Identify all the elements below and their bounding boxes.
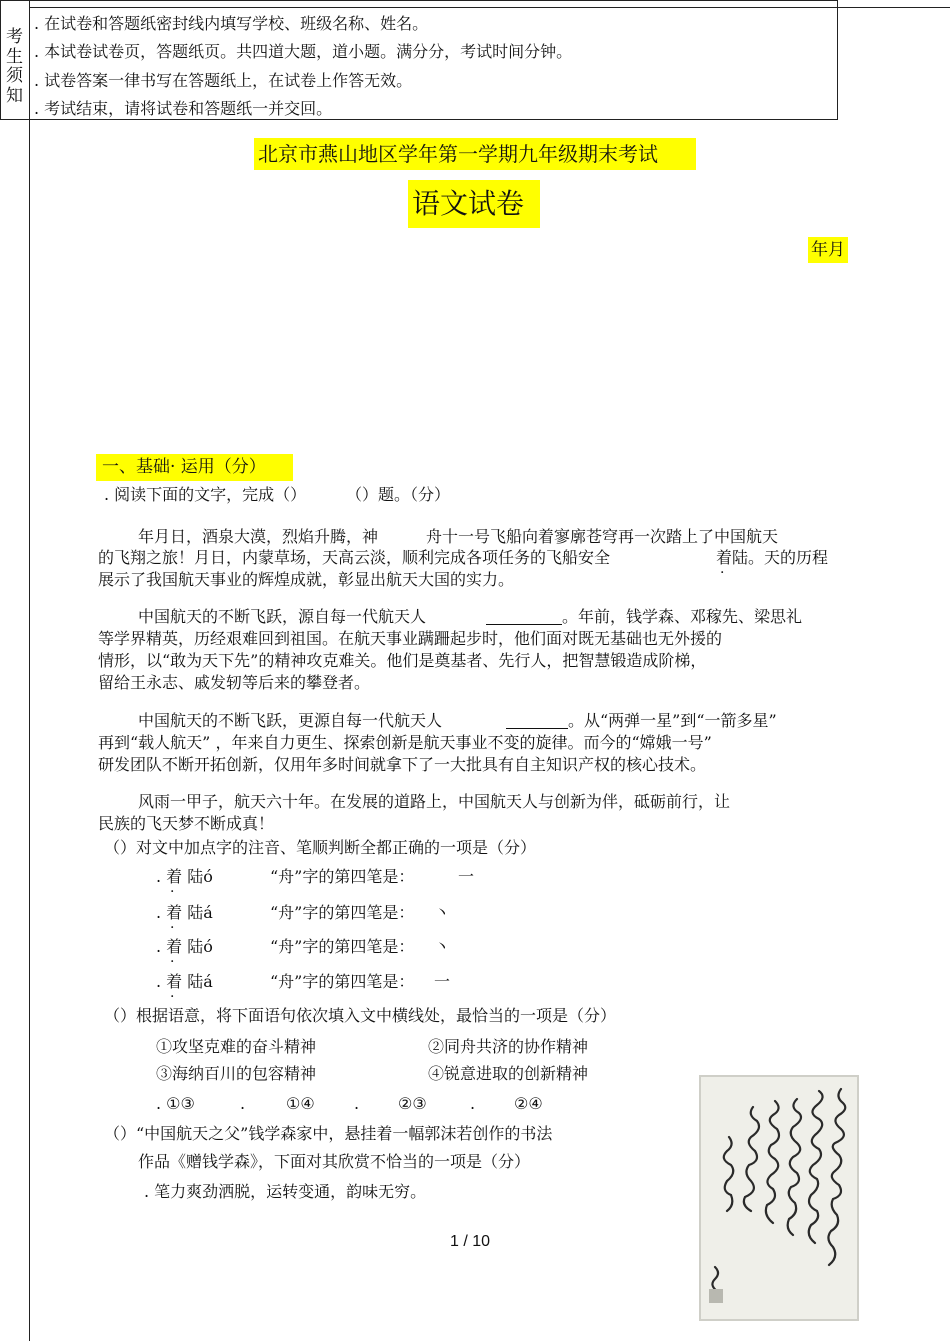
option-b[interactable]: ①④ bbox=[286, 1094, 315, 1113]
choice-1: ①攻坚克难的奋斗精神 bbox=[156, 1037, 317, 1056]
option-d-text: “舟”字的第四笔是： bbox=[270, 972, 415, 991]
exam-subject: 语文试卷 bbox=[408, 180, 540, 228]
sub-question-2-stem: （）根据语意，将下面语句依次填入文中横线处，最恰当的一项是（分） bbox=[104, 1006, 617, 1025]
candidate-notice-box bbox=[0, 0, 838, 120]
option-a-label[interactable]: . 着 陆ó bbox=[156, 867, 213, 886]
calligraphy-strokes bbox=[701, 1077, 857, 1319]
passage-text: 展示了我国航天事业的辉煌成就，彰显出航天大国的实力。 bbox=[98, 570, 515, 589]
choice-4: ④锐意进取的创新精神 bbox=[428, 1064, 589, 1083]
choice-3: ③海纳百川的包容精神 bbox=[156, 1064, 317, 1083]
exam-title: 北京市燕山地区学年第一学期九年级期末考试 bbox=[254, 138, 696, 170]
passage-text: 情形，以“敢为天下先”的精神攻克难关。他们是奠基者、先行人，把智慧锻造成阶梯， bbox=[98, 651, 707, 670]
option-d-stroke: 一 bbox=[434, 972, 451, 991]
sub-question-3-stem: 作品《赠钱学森》，下面对其欣赏不恰当的一项是（分） bbox=[138, 1152, 531, 1171]
option-b-stroke: 丶 bbox=[434, 903, 451, 922]
passage-text: 风雨一甲子，航天六十年。在发展的道路上，中国航天人与创新为伴，砥砺前行，让 bbox=[138, 792, 731, 811]
emphasis-dot: · bbox=[720, 565, 725, 581]
notice-item: . 试卷答案一律书写在答题纸上，在试卷上作答无效。 bbox=[34, 71, 413, 90]
passage-text: 中国航天的不断飞跃，更源自每一代航天人 bbox=[138, 711, 443, 730]
emphasis-dot: · bbox=[170, 954, 175, 970]
exam-date: 年月 bbox=[808, 237, 848, 263]
sub-question-1-stem: （）对文中加点字的注音、笔顺判断全都正确的一项是（分） bbox=[104, 838, 537, 857]
passage-text: 。从“两弹一星”到“一箭多星” bbox=[568, 711, 777, 730]
option-b-label[interactable]: . 着 陆á bbox=[156, 903, 213, 922]
fill-blank[interactable] bbox=[506, 712, 568, 729]
passage-text: 民族的飞天梦不断成真！ bbox=[98, 814, 275, 833]
option-a[interactable]: . ①③ bbox=[156, 1094, 195, 1113]
option-separator: . bbox=[470, 1094, 476, 1113]
calligraphy-image bbox=[699, 1075, 859, 1321]
option-c-stroke: 丶 bbox=[434, 937, 451, 956]
passage-text: 。年前，钱学森、邓稼先、梁思礼 bbox=[562, 607, 803, 626]
notice-label: 考 生 须 知 bbox=[0, 0, 30, 1341]
emphasis-dot: · bbox=[170, 920, 175, 936]
passage-text: 的飞翔之旅！月日，内蒙草场，天高云淡，顺利完成各项任务的飞船安全 bbox=[98, 548, 611, 567]
option-separator: . bbox=[354, 1094, 360, 1113]
passage-text: 研发团队不断开拓创新，仅用年多时间就拿下了一大批具有自主知识产权的核心技术。 bbox=[98, 755, 707, 774]
question-stem: . 阅读下面的文字，完成（） bbox=[104, 485, 307, 504]
seal-mark bbox=[709, 1289, 723, 1303]
notice-item: . 在试卷和答题纸密封线内填写学校、班级名称、姓名。 bbox=[34, 14, 429, 33]
option-b-text: “舟”字的第四笔是： bbox=[270, 903, 415, 922]
notice-item: . 考试结束，请将试卷和答题纸一并交回。 bbox=[34, 99, 333, 118]
option-d[interactable]: ②④ bbox=[514, 1094, 543, 1113]
passage-text: 等学界精英，历经艰难回到祖国。在航天事业蹒跚起步时，他们面对既无基础也无外援的 bbox=[98, 629, 723, 648]
option-separator: . bbox=[240, 1094, 246, 1113]
option-c-label[interactable]: . 着 陆ó bbox=[156, 937, 213, 956]
passage-text: 中国航天的不断飞跃，源自每一代航天人 bbox=[138, 607, 427, 626]
option-a[interactable]: . 笔力爽劲洒脱，运转变通，韵味无穷。 bbox=[144, 1182, 427, 1201]
option-a-stroke: 一 bbox=[458, 867, 475, 886]
choice-2: ②同舟共济的协作精神 bbox=[428, 1037, 589, 1056]
passage-text: 着陆。天的历程 bbox=[716, 548, 829, 567]
question-stem-range: （）题。（分） bbox=[346, 485, 451, 504]
option-a-text: “舟”字的第四笔是： bbox=[270, 867, 415, 886]
page-number: 1 / 10 bbox=[450, 1233, 491, 1250]
option-d-label[interactable]: . 着 陆á bbox=[156, 972, 213, 991]
section-title: 一、基础· 运用（分） bbox=[96, 454, 293, 481]
option-c-text: “舟”字的第四笔是： bbox=[270, 937, 415, 956]
passage-text: 年月日，酒泉大漠，烈焰升腾，神 bbox=[138, 527, 379, 546]
passage-text: 再到“载人航天” ，年来自力更生、探索创新是航天事业不变的旋律。而今的“嫦娥一号” bbox=[98, 733, 712, 752]
fill-blank[interactable] bbox=[486, 608, 562, 625]
sub-question-3-stem: （）“中国航天之父”钱学森家中，悬挂着一幅郭沫若创作的书法 bbox=[104, 1124, 553, 1143]
emphasis-dot: · bbox=[170, 989, 175, 1005]
notice-item: . 本试卷试卷页，答题纸页。共四道大题，道小题。满分分，考试时间分钟。 bbox=[34, 42, 573, 61]
emphasis-dot: · bbox=[170, 884, 175, 900]
passage-text: 舟十一号飞船向着寥廓苍穹再一次踏上了中国航天 bbox=[426, 527, 779, 546]
option-c[interactable]: ②③ bbox=[398, 1094, 427, 1113]
passage-text: 留给王永志、戚发轫等后来的攀登者。 bbox=[98, 673, 371, 692]
